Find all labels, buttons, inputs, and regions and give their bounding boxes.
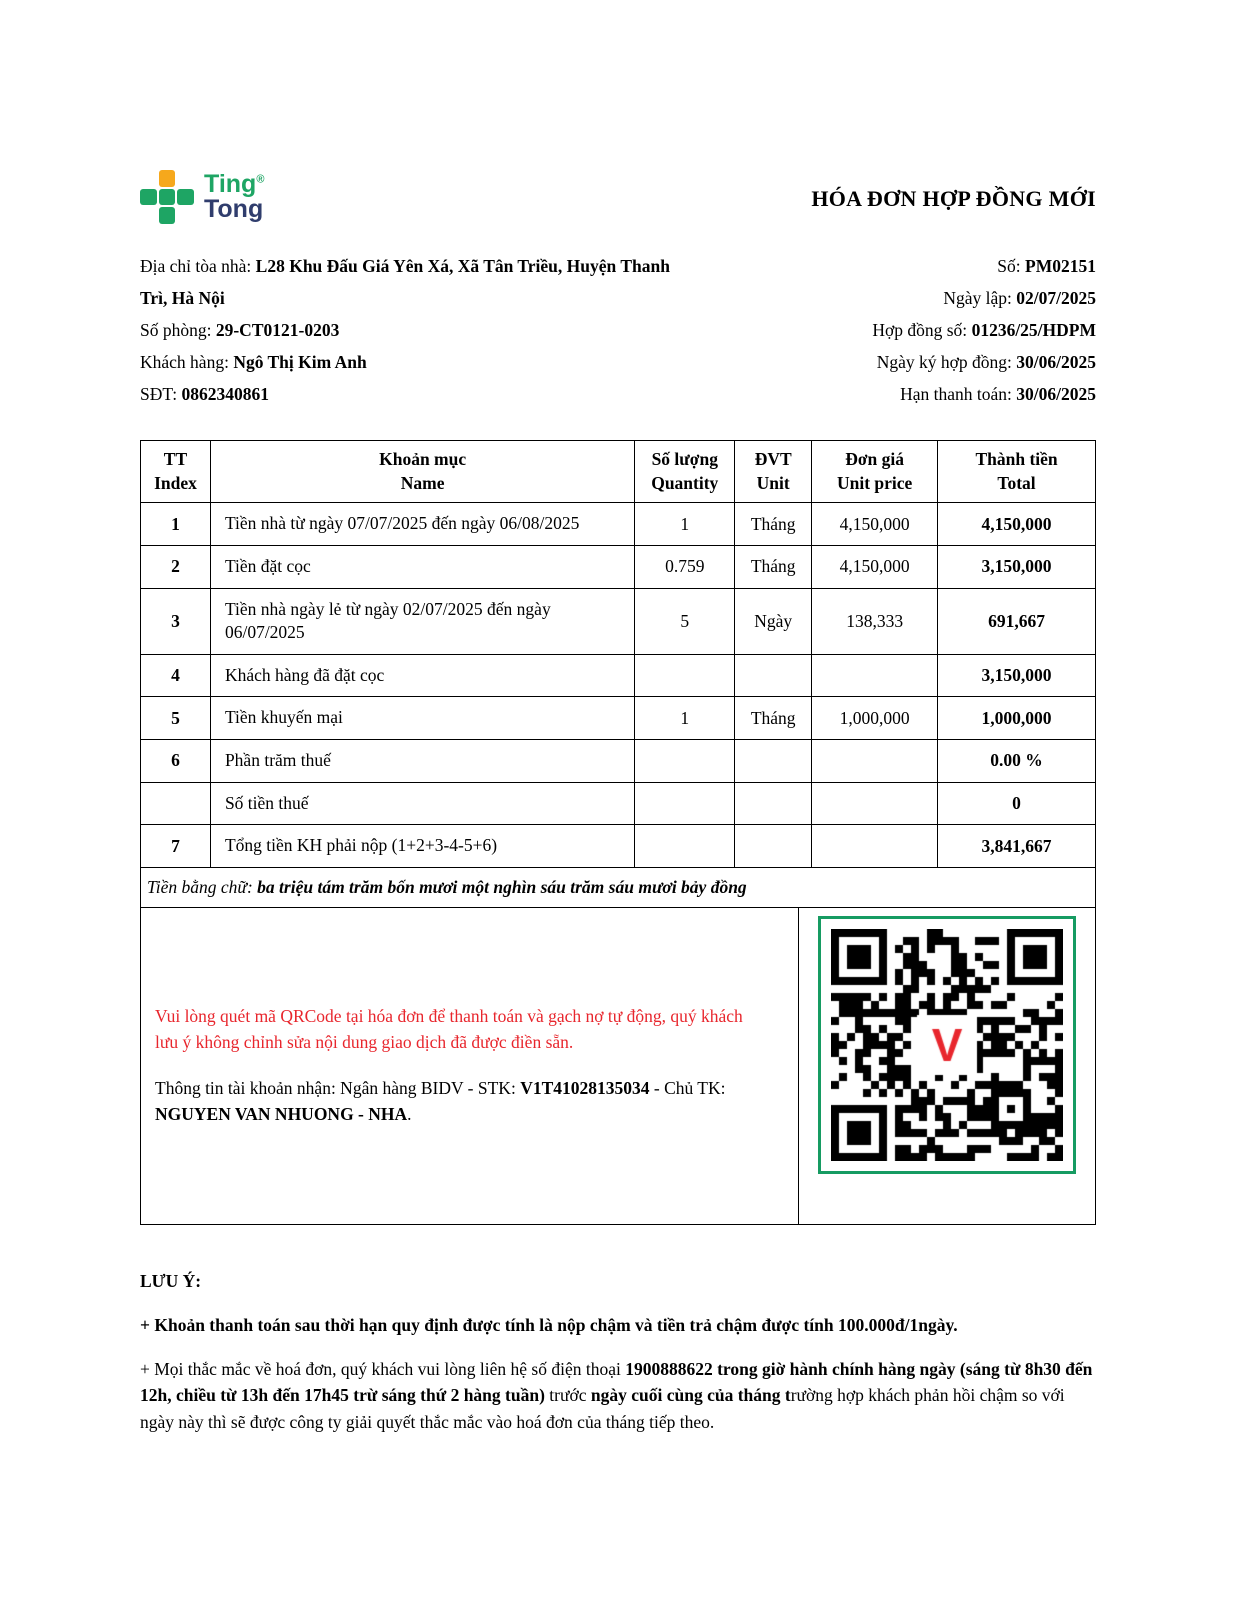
logo-square-green	[140, 189, 157, 206]
cell-unit-price: 4,150,000	[812, 503, 938, 546]
payment-instructions	[141, 908, 799, 1224]
cell-unit	[735, 654, 812, 697]
invoice-info	[140, 250, 1096, 410]
payment-due-date-label: Hạn thanh toán:	[900, 384, 1017, 405]
issue-date	[872, 282, 1096, 314]
cell-unit-price: 4,150,000	[812, 545, 938, 588]
cell-name: Tiền khuyến mại	[210, 697, 634, 740]
cell-unit	[735, 825, 812, 868]
qr-code	[831, 929, 1063, 1161]
cell-quantity	[635, 782, 735, 825]
cell-index: 3	[141, 588, 211, 654]
qr-area	[799, 908, 1095, 1224]
bank-account-holder: NGUYEN VAN NHUONG - NHA	[155, 1104, 408, 1125]
invoice-meta	[872, 250, 1096, 410]
item-row	[141, 503, 1096, 546]
amount-in-words-value: ba triệu tám trăm bốn mươi một nghìn sáu trăm sáu mươi bảy đồng	[257, 876, 747, 897]
tingtong-logo	[140, 170, 264, 224]
col-header-quantity: Số lượng Quantity	[635, 441, 735, 503]
cell-unit: Tháng	[735, 697, 812, 740]
cell-quantity	[635, 654, 735, 697]
tingtong-logo-text	[204, 169, 265, 223]
cell-total: 3,150,000	[938, 654, 1096, 697]
cell-index: 2	[141, 545, 211, 588]
contract-sign-date-label: Ngày ký hợp đồng:	[876, 352, 1017, 373]
cell-total: 691,667	[938, 588, 1096, 654]
registered-mark-icon: ®	[256, 173, 265, 186]
cell-unit: Tháng	[735, 503, 812, 546]
building-address	[140, 250, 688, 314]
cell-quantity: 0.759	[635, 545, 735, 588]
cell-unit	[735, 740, 812, 783]
notes-title: LƯU Ý:	[140, 1270, 202, 1291]
cell-index: 5	[141, 697, 211, 740]
cell-unit-price	[812, 654, 938, 697]
contract-number	[872, 314, 1096, 346]
customer-phone-value: 0862340861	[181, 384, 269, 405]
building-address-value: L28 Khu Đấu Giá Yên Xá, Xã Tân Triều, Huyện Thanh Trì, Hà Nội	[140, 256, 670, 309]
item-row	[141, 545, 1096, 588]
amount-in-words-row	[141, 867, 1096, 907]
col-header-unit-price: Đơn giá Unit price	[812, 441, 938, 503]
bank-account-separator: - Chủ TK:	[649, 1078, 726, 1099]
cell-total: 3,150,000	[938, 545, 1096, 588]
invoice-number-label: Số:	[997, 256, 1026, 276]
footer-notes	[140, 1271, 1096, 1435]
cell-name: Tiền nhà từ ngày 07/07/2025 đến ngày 06/08/2025	[210, 503, 634, 546]
item-row-grand-total	[141, 825, 1096, 868]
col-header-total: Thành tiền Total	[938, 441, 1096, 503]
cell-unit: Tháng	[735, 545, 812, 588]
cell-quantity: 5	[635, 588, 735, 654]
logo-square-green	[159, 189, 176, 206]
hotline-note: + Mọi thắc mắc về hoá đơn, quý khách vui lòng liên hệ số điện thoại 1900888622 trong giờ hành chính hàng ngày (sáng từ 8h30 đến 12h, chiều từ 13h đến 17h45 trừ sáng thứ 2 hàng tuần) trước ngày cuối cùng của tháng trường hợp khách phản hồi chậm so với ngày này thì sẽ được công ty giải quyết thắc mắc vào hoá đơn của tháng tiếp theo.	[140, 1359, 1093, 1432]
amount-in-words	[141, 867, 1096, 907]
contract-number-value: 01236/25/HDPM	[971, 320, 1096, 341]
cell-total: 0.00 %	[938, 740, 1096, 783]
cell-name: Số tiền thuế	[210, 782, 634, 825]
cell-unit: Ngày	[735, 588, 812, 654]
cell-name: Tổng tiền KH phải nộp (1+2+3-4-5+6)	[210, 825, 634, 868]
cell-unit	[735, 782, 812, 825]
logo-tong: Tong	[204, 195, 264, 223]
bank-account-label: Thông tin tài khoản nhận: Ngân hàng BIDV - STK:	[155, 1078, 521, 1099]
logo-square-green	[159, 207, 176, 224]
customer-info	[140, 250, 688, 410]
invoice-number	[872, 250, 1096, 282]
table-header-row	[141, 441, 1096, 503]
cell-total: 1,000,000	[938, 697, 1096, 740]
room-number-value: 29-CT0121-0203	[215, 320, 340, 341]
cell-unit-price: 1,000,000	[812, 697, 938, 740]
room-number-label: Số phòng:	[140, 320, 216, 341]
building-address-label: Địa chỉ tòa nhà:	[140, 256, 256, 276]
cell-index: 7	[141, 825, 211, 868]
issue-date-value: 02/07/2025	[1016, 288, 1096, 309]
cell-total: 0	[938, 782, 1096, 825]
cell-unit-price: 138,333	[812, 588, 938, 654]
bank-account-info: Thông tin tài khoản nhận: Ngân hàng BIDV - STK: V1T41028135034 - Chủ TK: NGUYEN VAN NHUONG - NHA.	[155, 1078, 726, 1125]
amount-in-words-label: Tiền bằng chữ:	[147, 876, 258, 897]
cell-quantity: 1	[635, 503, 735, 546]
cell-index: 1	[141, 503, 211, 546]
customer-name-label: Khách hàng:	[140, 352, 234, 373]
logo-square-yellow	[159, 170, 176, 187]
room-number	[140, 314, 688, 346]
invoice-number-value: PM02151	[1025, 256, 1096, 276]
cell-unit-price	[812, 740, 938, 783]
customer-phone	[140, 378, 688, 410]
invoice-title: HÓA ĐƠN HỢP ĐỒNG MỚI	[811, 186, 1096, 211]
cell-name: Phần trăm thuế	[210, 740, 634, 783]
col-header-name: Khoản mục Name	[210, 441, 634, 503]
logo-ting: Ting®	[204, 169, 265, 198]
cell-total: 4,150,000	[938, 503, 1096, 546]
col-header-unit: ĐVT Unit	[735, 441, 812, 503]
tingtong-logo-icon	[140, 170, 194, 224]
customer-name	[140, 346, 688, 378]
qr-code-frame	[818, 916, 1076, 1174]
payment-section	[140, 907, 1096, 1225]
cell-unit-price	[812, 825, 938, 868]
customer-name-value: Ngô Thị Kim Anh	[233, 352, 367, 373]
cell-name: Tiền đặt cọc	[210, 545, 634, 588]
item-row	[141, 782, 1096, 825]
contract-sign-date-value: 30/06/2025	[1016, 352, 1096, 373]
cell-quantity	[635, 740, 735, 783]
invoice-header	[140, 170, 1096, 224]
item-row	[141, 697, 1096, 740]
cell-total: 3,841,667	[938, 825, 1096, 868]
cell-name: Khách hàng đã đặt cọc	[210, 654, 634, 697]
bank-account-number: V1T41028135034	[520, 1078, 650, 1099]
cell-index	[141, 782, 211, 825]
contract-sign-date	[872, 346, 1096, 378]
col-header-index: TT Index	[141, 441, 211, 503]
cell-name: Tiền nhà ngày lẻ từ ngày 02/07/2025 đến ngày 06/07/2025	[210, 588, 634, 654]
customer-phone-label: SĐT:	[140, 384, 182, 405]
issue-date-label: Ngày lập:	[943, 288, 1017, 309]
cell-quantity	[635, 825, 735, 868]
item-row	[141, 588, 1096, 654]
cell-unit-price	[812, 782, 938, 825]
items-table	[140, 440, 1096, 908]
item-row	[141, 740, 1096, 783]
item-row	[141, 654, 1096, 697]
payment-due-date-value: 30/06/2025	[1016, 384, 1096, 405]
payment-due-date	[872, 378, 1096, 410]
qr-payment-note: Vui lòng quét mã QRCode tại hóa đơn để thanh toán và gạch nợ tự động, quý khách lưu ý không chỉnh sửa nội dung giao dịch đã được điền sẵn.	[155, 1006, 743, 1052]
cell-quantity: 1	[635, 697, 735, 740]
late-payment-note: + Khoản thanh toán sau thời hạn quy định được tính là nộp chậm và tiền trả chậm được tính 100.000đ/1ngày.	[140, 1314, 958, 1335]
cell-index: 4	[141, 654, 211, 697]
invoice-page	[140, 0, 1096, 1435]
contract-number-label: Hợp đồng số:	[872, 320, 972, 341]
hotline-number: 1900888622 trong giờ hành chính hàng ngày (sáng từ 8h30 đến 12h, chiều từ 13h đến 17h45 trừ sáng thứ 2 hàng tuần)	[140, 1359, 1093, 1406]
cell-index: 6	[141, 740, 211, 783]
logo-square-green	[177, 189, 194, 206]
